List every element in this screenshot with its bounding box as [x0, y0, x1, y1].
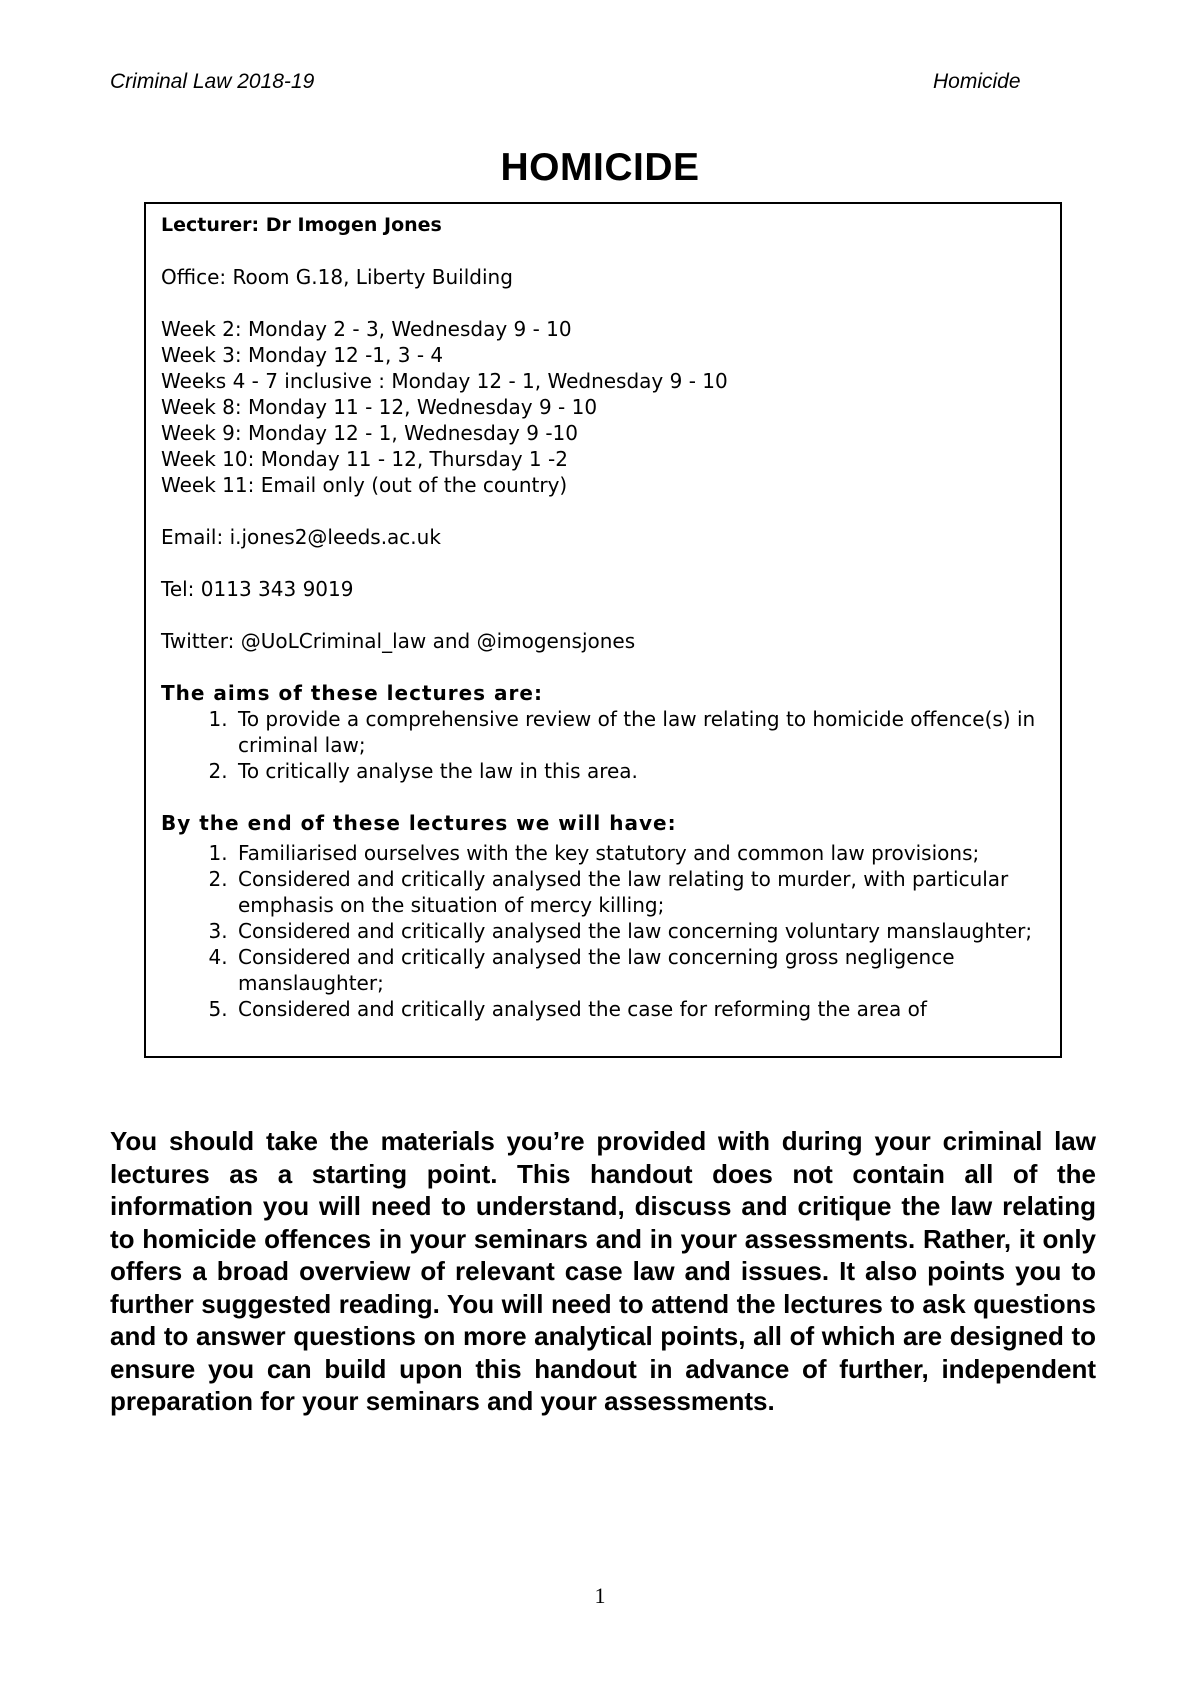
- list-item: 3. Considered and critically analysed the law concerning voluntary manslaughter;: [234, 918, 1046, 944]
- lecturer-info-box: [144, 202, 1062, 1058]
- office-hours: [161, 316, 1046, 498]
- page-number: 1: [594, 1583, 606, 1608]
- list-item: 5. Considered and critically analysed the case for reforming the area of: [234, 996, 1046, 1022]
- list-item: 2. To critically analyse the law in this area.: [234, 758, 1046, 784]
- office-hours-line: Week 11: Email only (out of the country): [161, 473, 568, 497]
- disclaimer-paragraph: You should take the materials you’re provided with during your criminal law lectures as a starting point. This handout does not contain all of the information you will need to understand, discuss and critique the law relating to homicide offences in your seminars and in your assessments. Rather, it only offers a broad overview of relevant case law and issues. It also points you to further suggested reading. You will need to attend the lectures to ask questions and to answer questions on more analytical points, all of which are designed to ensure you can build upon this handout in advance of further, independent preparation for your seminars and your assessments.: [110, 1126, 1096, 1416]
- document-title: HOMICIDE: [500, 146, 700, 189]
- outcomes-list: [161, 840, 1046, 1022]
- header-topic: Homicide: [933, 70, 1021, 93]
- list-item: 2. Considered and critically analysed the law relating to murder, with particular emphasis on the situation of mercy killing;: [234, 866, 1046, 918]
- office-hours-line: Week 9: Monday 12 - 1, Wednesday 9 -10: [161, 421, 579, 445]
- office-location: Office: Room G.18, Liberty Building: [161, 265, 513, 289]
- twitter-handles: Twitter: @UoLCriminal_law and @imogensjones: [161, 629, 636, 653]
- office-hours-line: Week 10: Monday 11 - 12, Thursday 1 -2: [161, 447, 568, 471]
- aims-list: [161, 706, 1046, 784]
- list-item: 1. Familiarised ourselves with the key statutory and common law provisions;: [234, 840, 1046, 866]
- office-hours-line: Week 8: Monday 11 - 12, Wednesday 9 - 10: [161, 395, 598, 419]
- list-item: 1. To provide a comprehensive review of the law relating to homicide offence(s) in criminal law;: [234, 706, 1046, 758]
- lecturer-name: Lecturer: Dr Imogen Jones: [161, 214, 442, 236]
- list-item: 4. Considered and critically analysed the law concerning gross negligence manslaughter;: [234, 944, 1046, 996]
- email-address: Email: i.jones2@leeds.ac.uk: [161, 525, 441, 549]
- telephone: Tel: 0113 343 9019: [161, 577, 354, 601]
- aims-heading: The aims of these lectures are:: [161, 681, 543, 705]
- office-hours-line: Week 2: Monday 2 - 3, Wednesday 9 - 10: [161, 317, 572, 341]
- outcomes-heading: By the end of these lectures we will have:: [161, 811, 677, 835]
- header-course: Criminal Law 2018-19: [110, 70, 315, 93]
- office-hours-line: Weeks 4 - 7 inclusive : Monday 12 - 1, Wednesday 9 - 10: [161, 369, 728, 393]
- office-hours-line: Week 3: Monday 12 -1, 3 - 4: [161, 343, 444, 367]
